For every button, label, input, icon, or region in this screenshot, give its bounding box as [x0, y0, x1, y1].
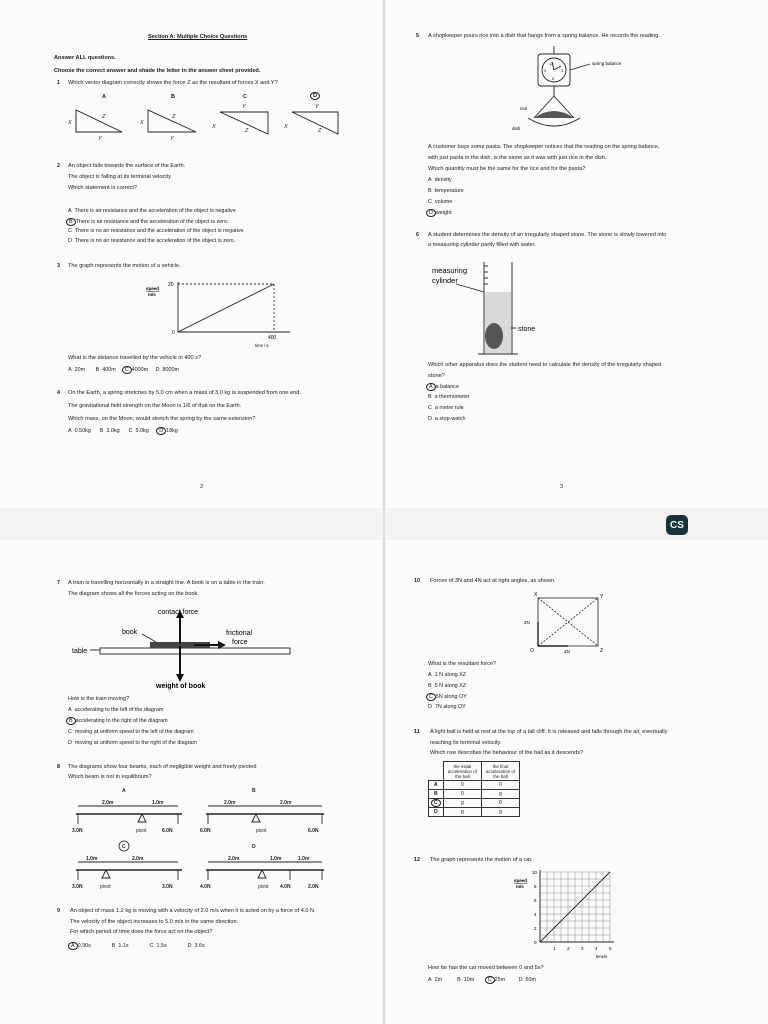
- svg-text:X: X: [140, 120, 144, 126]
- q12-y-tick-6: 6: [534, 898, 537, 903]
- beam-d-pivot: pivot: [258, 884, 269, 890]
- q6-question-2: stone?: [428, 373, 445, 379]
- q7-option-d: D moving at uniform speed to the right of the diagram: [68, 740, 197, 746]
- q7-option-c: C moving at uniform speed to the left of the diagram: [68, 729, 194, 735]
- beam-b-d1: 2.0m: [224, 800, 236, 806]
- section-title: Section A: Multiple Choice Questions: [148, 34, 248, 40]
- q4-answer-circle: D: [156, 427, 166, 435]
- q5-option-b: B temperature: [428, 188, 464, 194]
- q3-y-tick: 20: [168, 282, 174, 288]
- q3-speed-time-graph: [140, 276, 300, 352]
- table-row: [429, 808, 520, 817]
- q2-option-b: B There is air resistance and the acceleration of the object is zero.: [66, 218, 228, 226]
- table-cell: D: [429, 808, 444, 817]
- q10-label-o: O: [530, 648, 534, 654]
- q3-y-label-top: speed: [146, 286, 160, 291]
- q1-vector-diagrams: [60, 100, 340, 146]
- q3-origin: 0: [172, 330, 175, 336]
- svg-text:Z: Z: [102, 114, 106, 120]
- q10-option-d: D 7N along OY: [428, 704, 466, 710]
- beam-c-d2: 2.0m: [132, 856, 144, 862]
- q7-label-frictional: frictional: [226, 630, 253, 637]
- q12-x-tick-4: 4: [595, 946, 598, 951]
- table-row: [429, 790, 520, 799]
- beam-a-pivot: pivot: [136, 828, 147, 834]
- beam-d-f1: 4.0N: [200, 884, 211, 890]
- beam-d-d1: 2.0m: [228, 856, 240, 862]
- beam-b-letter: B: [252, 788, 256, 794]
- table-cell: 0: [482, 781, 520, 790]
- instruction-2: Choose the correct answer and shade the letter in the answer sheet provided.: [54, 68, 261, 74]
- q6-option-d: D a stop-watch: [428, 416, 466, 422]
- q11-answer-circle: C: [431, 799, 441, 807]
- q10-forces-diagram: [520, 590, 620, 658]
- svg-text:Y: Y: [170, 136, 174, 142]
- q7-label-weight: weight of book: [156, 683, 206, 690]
- q7-line-1: A train is travelling horizontally in a straight line. A book is on a table in the train.: [68, 580, 265, 586]
- q8-beams-diagram: [66, 784, 336, 892]
- q3-y-label-bottom: m/s: [148, 292, 156, 297]
- beam-d-f3: 2.0N: [308, 884, 319, 890]
- beam-a-d1: 2.0m: [102, 800, 114, 806]
- q12-question: How far has the car moved between 0 and 5s?: [428, 965, 544, 971]
- q4-line-1: On the Earth, a spring stretches by 5.0 cm when a mass of 3.0 kg is suspended from one end.: [68, 390, 301, 396]
- q2-option-a: A There is air resistance and the acceleration of the object is negative: [68, 208, 236, 214]
- q12-text: The graph represents the motion of a car.: [430, 857, 533, 863]
- q10-text: Forces of 3N and 4N act at right angles, as shown.: [430, 578, 556, 584]
- q6-option-b: B a thermometer: [428, 394, 470, 400]
- q2-number: 2: [57, 163, 60, 169]
- q12-y-tick-2: 2: [534, 926, 537, 931]
- table-header-row: [429, 762, 520, 781]
- q9-line-1: An object of mass 1.2 kg is moving with a velocity of 2.0 m/s when it is acted on by a force of 4.0 N.: [70, 908, 316, 914]
- q11-line-3: Which row describes the behaviour of the ball as it descends?: [430, 750, 584, 756]
- svg-text:Y: Y: [242, 104, 246, 110]
- table-row: [429, 781, 520, 790]
- q2-line-3: Which statement is correct?: [68, 185, 138, 191]
- q1-letter-c: C: [243, 94, 248, 100]
- q6-option-a: A a balance: [426, 383, 459, 391]
- q7-forces-diagram: [70, 604, 300, 690]
- q11-answer-cell: [429, 799, 444, 808]
- q2-answer-circle: B: [66, 218, 76, 226]
- q12-y-label-top: speed: [514, 878, 528, 883]
- q10-label-y: Y: [600, 594, 604, 600]
- beam-c-pivot: pivot: [100, 884, 111, 890]
- beam-b-f1: 6.0N: [200, 828, 211, 834]
- q7-label-contact-force: contact force: [158, 609, 199, 616]
- q3-options: A 20m B 400m C 4000m D 8000m: [68, 367, 179, 373]
- q7-line-2: The diagram shows all the forces acting on the book.: [68, 591, 199, 597]
- svg-text:6: 6: [552, 76, 555, 81]
- q12-y-tick-8: 8: [534, 884, 537, 889]
- q8-line-2: Which beam is not in equilibrium?: [68, 774, 152, 780]
- q6-question-1: Which other apparatus does the student need to calculate the density of the irregularly shaped: [428, 362, 662, 368]
- q4-line-2: The gravitational field strength on the Moon is 1/6 of that on the Earth.: [68, 403, 242, 409]
- q6-label-cylinder: cylinder: [432, 276, 458, 285]
- table-cell: 0: [482, 799, 520, 808]
- q10-label-3n: 3N: [524, 620, 530, 625]
- q7-option-a: A accelerating to the left of the diagram: [68, 707, 164, 713]
- table-row: [429, 799, 520, 808]
- q11-line-1: A light ball is held at rest at the top of a tall cliff. It is released and falls through the air, eventually: [430, 729, 668, 735]
- svg-text:3: 3: [561, 68, 564, 73]
- q12-y-tick-0: 0: [534, 940, 537, 945]
- camscanner-badge: CS: [666, 515, 688, 535]
- beam-a-f1: 3.0N: [72, 828, 83, 834]
- q12-y-tick-10: 10: [532, 870, 538, 875]
- q5-option-a: A density: [428, 177, 452, 183]
- q10-option-a: A 1 N along XZ: [428, 672, 467, 678]
- svg-text:Z: Z: [172, 114, 176, 120]
- svg-text:12: 12: [549, 61, 554, 66]
- beam-b-d2: 2.0m: [280, 800, 292, 806]
- q1-letter-b: B: [171, 94, 176, 100]
- q9-line-3: For which period of time does the force act on the object?: [70, 929, 213, 935]
- q12-y-tick-4: 4: [534, 912, 537, 917]
- q4-number: 4: [57, 390, 60, 396]
- q5-option-d: D weight: [426, 209, 452, 217]
- svg-text:Z: Z: [245, 128, 249, 134]
- table-cell: B: [429, 790, 444, 799]
- q3-text: The graph represents the motion of a vehicle.: [68, 263, 181, 269]
- q6-line-1: A student determines the density of an irregularly shaped stone. The stone is slowly lowered into: [428, 232, 667, 238]
- q12-answer-circle: C: [485, 976, 495, 984]
- page-number-3: 3: [560, 484, 564, 490]
- q7-question: How is the train moving?: [68, 696, 130, 702]
- q10-question: What is the resultant force?: [428, 661, 497, 667]
- q5-option-c: C volume: [428, 199, 453, 205]
- table-header: the final acceleration of the ball: [482, 762, 520, 781]
- q12-x-tick-5: 5: [609, 946, 612, 951]
- q12-options: A 2m B 10m C 25m D 50m: [428, 977, 536, 983]
- svg-text:Y: Y: [315, 104, 319, 110]
- q12-x-tick-1: 1: [553, 946, 556, 951]
- q10-label-x: X: [534, 592, 538, 598]
- beam-d-f2: 4.0N: [280, 884, 291, 890]
- q7-number: 7: [57, 580, 60, 586]
- q10-option-b: B 5 N along XZ: [428, 683, 467, 689]
- beam-c-letter: C: [122, 844, 126, 850]
- page-2: [0, 0, 382, 508]
- beam-a-letter: A: [122, 788, 126, 794]
- q6-label-stone: stone: [518, 326, 536, 333]
- table-cell: 0: [443, 781, 481, 790]
- q9-number: 9: [57, 908, 60, 914]
- q3-question: What is the distance travelled by the vehicle in 400 s?: [68, 355, 202, 361]
- q2-line-1: An object falls towards the surface of the Earth.: [68, 163, 186, 169]
- q5-spring-balance-diagram: [500, 44, 640, 136]
- q12-x-label: time/s: [596, 954, 608, 959]
- svg-text:X: X: [68, 120, 72, 126]
- q7-label-force: force: [232, 639, 248, 646]
- q5-text: A shopkeeper pours rice into a dish that hangs from a spring balance. He records the reading.: [428, 33, 660, 39]
- q2-option-d: D There is no air resistance and the acceleration of the object is zero.: [68, 238, 236, 244]
- q5-label-rice: rice: [520, 106, 528, 111]
- q8-number: 8: [57, 764, 60, 770]
- q11-table: [428, 761, 520, 817]
- q6-option-c: C a metre rule: [428, 405, 464, 411]
- q9-line-2: The velocity of the object increases to 5.0 m/s in the same direction.: [70, 919, 239, 925]
- q12-x-tick-3: 3: [581, 946, 584, 951]
- q8-line-1: The diagrams show four beams, each of negligible weight and freely pivoted: [68, 764, 257, 770]
- q12-number: 12: [414, 857, 420, 863]
- q5-label-dish: dish: [512, 126, 521, 131]
- q10-label-z: Z: [600, 648, 604, 654]
- instruction-1: Answer ALL questions.: [54, 55, 116, 61]
- beam-a-d2: 1.0m: [152, 800, 164, 806]
- page-number-2: 2: [200, 484, 204, 490]
- q7-answer-circle: B: [66, 717, 76, 725]
- q12-y-label-bottom: m/s: [516, 884, 524, 889]
- q3-x-tick: 400: [268, 335, 277, 341]
- table-cell: g: [482, 808, 520, 817]
- beam-d-d3: 1.0m: [298, 856, 310, 862]
- q5-line-1: A customer buys some pasta. The shopkeeper notices that the reading on the spring balance,: [428, 144, 660, 150]
- q1-letter-d: [310, 92, 320, 100]
- svg-text:Y: Y: [98, 136, 102, 142]
- svg-text:9: 9: [544, 68, 547, 73]
- q11-line-2: reaching its terminal velocity.: [430, 740, 502, 746]
- q1-answer-circle: D: [310, 92, 320, 100]
- page-divider: [383, 0, 385, 1024]
- table-cell: [429, 762, 444, 781]
- svg-text:X: X: [212, 124, 216, 130]
- q2-line-2: The object is falling at its terminal velocity: [68, 174, 171, 180]
- q5-number: 5: [416, 33, 419, 39]
- beam-b-pivot: pivot: [256, 828, 267, 834]
- svg-text:X: X: [284, 124, 288, 130]
- q4-options: A 0.50kg B 3.0kg C 5.0kg D 18kg: [68, 428, 178, 434]
- table-cell: A: [429, 781, 444, 790]
- q3-x-label: time / s: [255, 343, 269, 348]
- q3-number: 3: [57, 263, 60, 269]
- q11-number: 11: [414, 729, 420, 735]
- q6-answer-circle: A: [426, 383, 436, 391]
- beam-d-letter: D: [252, 844, 256, 850]
- q10-option-c: C 5N along OY: [426, 693, 467, 701]
- q5-line-3: Which quantity must be the same for the rice and for the pasta?: [428, 166, 586, 172]
- beam-c-d1: 1.0m: [86, 856, 98, 862]
- table-cell: g: [482, 790, 520, 799]
- table-cell: 0: [443, 790, 481, 799]
- q6-line-2: a measuring cylinder partly filled with water.: [428, 242, 536, 248]
- q12-x-tick-2: 2: [567, 946, 570, 951]
- q9-options: A 0.90s B 1.1s C 1.5s D 3.6s: [68, 942, 205, 950]
- q6-measuring-cylinder-diagram: [428, 258, 558, 358]
- q9-answer-circle: A: [68, 942, 78, 950]
- q5-line-2: with just pasta in the dish, is the same as it was with just rice in the dish.: [428, 155, 607, 161]
- q4-line-3: Which mass, on the Moon, would stretch the spring by the same extension?: [68, 416, 256, 422]
- q5-answer-circle: D: [426, 209, 436, 217]
- q6-label-measuring: measuring: [432, 266, 468, 275]
- q12-speed-time-graph: [510, 866, 620, 962]
- table-header: the initial acceleration of the ball: [443, 762, 481, 781]
- beam-c-f1: 3.0N: [72, 884, 83, 890]
- q10-label-4n: 4N: [564, 649, 570, 654]
- q6-number: 6: [416, 232, 419, 238]
- table-cell: g: [443, 799, 481, 808]
- beam-d-d2: 1.0m: [270, 856, 282, 862]
- q5-label-spring-balance: spring balance: [592, 61, 622, 66]
- beam-a-f2: 6.0N: [162, 828, 173, 834]
- q7-option-b: B accelerating to the right of the diagram: [66, 717, 168, 725]
- q10-number: 10: [414, 578, 420, 584]
- svg-text:Z: Z: [318, 128, 322, 134]
- q1-letter-a: A: [102, 94, 107, 100]
- beam-c-f2: 3.0N: [162, 884, 173, 890]
- q3-answer-circle: C: [122, 366, 132, 374]
- q10-answer-circle: C: [426, 693, 436, 701]
- q7-label-book: book: [122, 629, 138, 636]
- q2-option-c: C There is no air resistance and the acceleration of the object is negative: [68, 228, 244, 234]
- q7-label-table: table: [72, 648, 88, 655]
- q1-number: 1: [57, 80, 60, 86]
- beam-b-f2: 6.0N: [308, 828, 319, 834]
- q1-text: Which vector diagram correctly shows the force Z as the resultant of forces X and Y?: [68, 80, 278, 86]
- table-cell: g: [443, 808, 481, 817]
